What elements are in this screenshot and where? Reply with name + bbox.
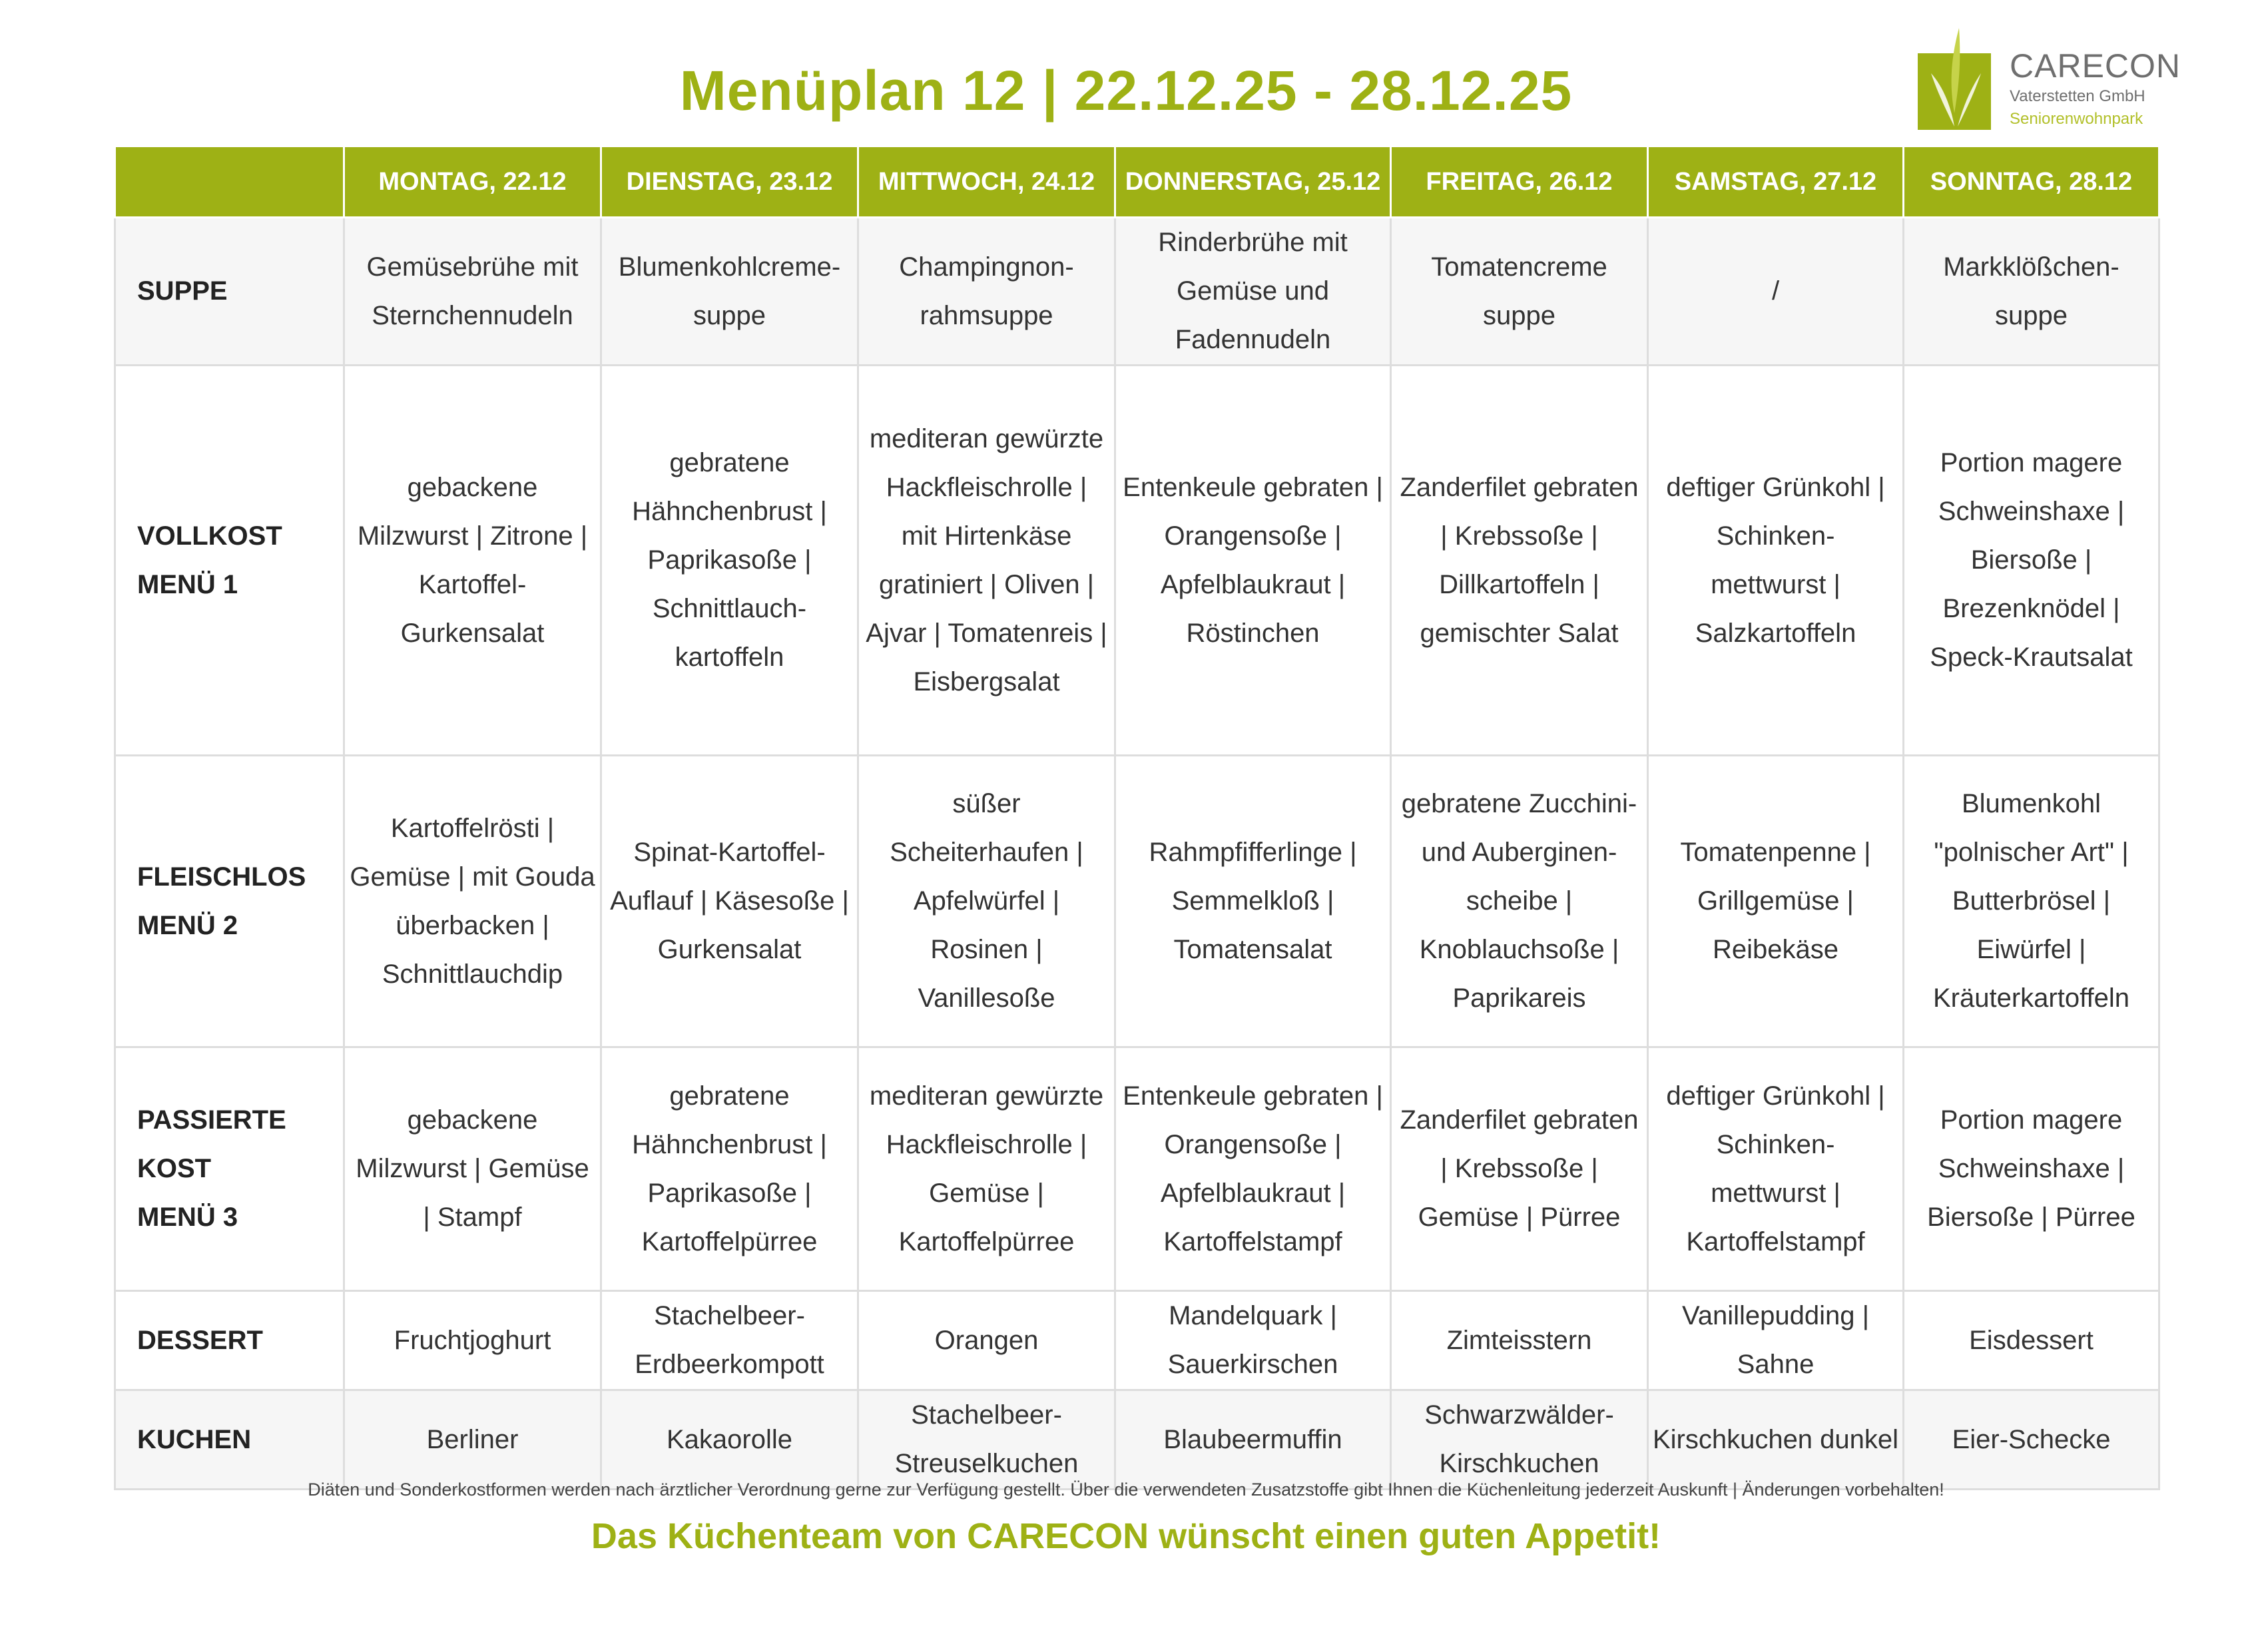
header-corner xyxy=(115,146,344,218)
row-kuchen xyxy=(115,1390,2159,1490)
menu-cell: Spinat-Kartoffel- Auflauf | Käsesoße | Gurkensalat xyxy=(601,756,858,1047)
menu-cell: Kakaorolle xyxy=(601,1390,858,1490)
logo-tagline: Seniorenwohnpark xyxy=(2010,110,2143,128)
day-header: DONNERSTAG, 25.12 xyxy=(1115,146,1391,218)
menu-cell: Eisdessert xyxy=(1904,1291,2159,1390)
menu-cell: Tomatencreme suppe xyxy=(1391,218,1648,366)
menu-cell: Portion magere Schweinshaxe | Biersoße | Pürree xyxy=(1904,1047,2159,1291)
row-label: PASSIERTE KOST MENÜ 3 xyxy=(115,1047,344,1291)
menu-table xyxy=(114,145,2160,1490)
menu-cell: Eier-Schecke xyxy=(1904,1390,2159,1490)
row-passierte-kost xyxy=(115,1047,2159,1291)
menu-cell: deftiger Grünkohl | Schinken- mettwurst | Kartoffelstampf xyxy=(1648,1047,1904,1291)
menu-cell: Stachelbeer- Erdbeerkompott xyxy=(601,1291,858,1390)
menu-cell: Berliner xyxy=(344,1390,601,1490)
closing-message: Das Küchenteam von CARECON wünscht einen guten Appetit! xyxy=(591,1516,1661,1556)
menu-cell: Blaubeermuffin xyxy=(1115,1390,1391,1490)
menu-cell: Markklößchen- suppe xyxy=(1904,218,2159,366)
menu-cell: Blumenkohl "polnischer Art" | Butterbrösel | Eiwürfel | Kräuterkartoffeln xyxy=(1904,756,2159,1047)
carecon-logo xyxy=(1918,27,2181,140)
day-header: MITTWOCH, 24.12 xyxy=(858,146,1115,218)
logo-subtitle: Vaterstetten GmbH xyxy=(2010,87,2145,105)
menu-cell: deftiger Grünkohl | Schinken- mettwurst | Salzkartoffeln xyxy=(1648,366,1904,756)
row-label: KUCHEN xyxy=(115,1390,344,1490)
header-row xyxy=(115,146,2159,218)
menu-cell: / xyxy=(1648,218,1904,366)
day-header: SONNTAG, 28.12 xyxy=(1904,146,2159,218)
menu-cell: Kirschkuchen dunkel xyxy=(1648,1390,1904,1490)
menu-cell: Tomatenpenne | Grillgemüse | Reibekäse xyxy=(1648,756,1904,1047)
menu-cell: mediteran gewürzte Hackfleischrolle | mit Hirtenkäse gratiniert | Oliven | Ajvar | Tomatenreis | Eisbergsalat xyxy=(858,366,1115,756)
menu-cell: Rahmpfifferlinge | Semmelkloß | Tomatensalat xyxy=(1115,756,1391,1047)
row-suppe xyxy=(115,218,2159,366)
row-vollkost xyxy=(115,366,2159,756)
menu-cell: Fruchtjoghurt xyxy=(344,1291,601,1390)
menu-cell: Gemüsebrühe mit Sternchennudeln xyxy=(344,218,601,366)
menu-cell: Stachelbeer- Streuselkuchen xyxy=(858,1390,1115,1490)
menu-cell: Zanderfilet gebraten | Krebssoße | Dillkartoffeln | gemischter Salat xyxy=(1391,366,1648,756)
menu-cell: Orangen xyxy=(858,1291,1115,1390)
menu-cell: mediteran gewürzte Hackfleischrolle | Gemüse | Kartoffelpürree xyxy=(858,1047,1115,1291)
menu-cell: Blumenkohlcreme- suppe xyxy=(601,218,858,366)
footnote: Diäten und Sonderkostformen werden nach ärztlicher Verordnung gerne zur Verfügung gestellt. Über die verwendeten Zusatzstoffe gibt Ihnen die Küchenleitung jederzeit Auskunft | Änderungen vorbehalten! xyxy=(308,1480,1944,1500)
menu-cell: Mandelquark | Sauerkirschen xyxy=(1115,1291,1391,1390)
menu-cell: Entenkeule gebraten | Orangensoße | Apfelblaukraut | Kartoffelstampf xyxy=(1115,1047,1391,1291)
menu-cell: gebackene Milzwurst | Gemüse | Stampf xyxy=(344,1047,601,1291)
menu-cell: gebratene Zucchini- und Auberginen- scheibe | Knoblauchsoße | Paprikareis xyxy=(1391,756,1648,1047)
menu-cell: Kartoffelrösti | Gemüse | mit Gouda überbacken | Schnittlauchdip xyxy=(344,756,601,1047)
day-header: MONTAG, 22.12 xyxy=(344,146,601,218)
page-title: Menüplan 12 | 22.12.25 - 28.12.25 xyxy=(679,59,1573,122)
day-header: DIENSTAG, 23.12 xyxy=(601,146,858,218)
day-header: FREITAG, 26.12 xyxy=(1391,146,1648,218)
row-fleischlos xyxy=(115,756,2159,1047)
menu-cell: gebratene Hähnchenbrust | Paprikasoße | Schnittlauch- kartoffeln xyxy=(601,366,858,756)
menu-cell: Vanillepudding | Sahne xyxy=(1648,1291,1904,1390)
menu-cell: Rinderbrühe mit Gemüse und Fadennudeln xyxy=(1115,218,1391,366)
menu-cell: Zimteisstern xyxy=(1391,1291,1648,1390)
menu-cell: Entenkeule gebraten | Orangensoße | Apfelblaukraut | Röstinchen xyxy=(1115,366,1391,756)
menu-cell: süßer Scheiterhaufen | Apfelwürfel | Rosinen | Vanillesoße xyxy=(858,756,1115,1047)
menu-cell: Champingnon- rahmsuppe xyxy=(858,218,1115,366)
row-label: SUPPE xyxy=(115,218,344,366)
row-dessert xyxy=(115,1291,2159,1390)
row-label: FLEISCHLOS MENÜ 2 xyxy=(115,756,344,1047)
menu-cell: gebratene Hähnchenbrust | Paprikasoße | Kartoffelpürree xyxy=(601,1047,858,1291)
menu-cell: Portion magere Schweinshaxe | Biersoße | Brezenknödel | Speck-Krautsalat xyxy=(1904,366,2159,756)
menu-cell: Zanderfilet gebraten | Krebssoße | Gemüse | Pürree xyxy=(1391,1047,1648,1291)
menu-cell: gebackene Milzwurst | Zitrone | Kartoffel- Gurkensalat xyxy=(344,366,601,756)
day-header: SAMSTAG, 27.12 xyxy=(1648,146,1904,218)
row-label: DESSERT xyxy=(115,1291,344,1390)
logo-brand: CARECON xyxy=(2010,47,2181,85)
carecon-leaf-icon xyxy=(1918,27,1998,133)
menu-cell: Schwarzwälder- Kirschkuchen xyxy=(1391,1390,1648,1490)
row-label: VOLLKOST MENÜ 1 xyxy=(115,366,344,756)
